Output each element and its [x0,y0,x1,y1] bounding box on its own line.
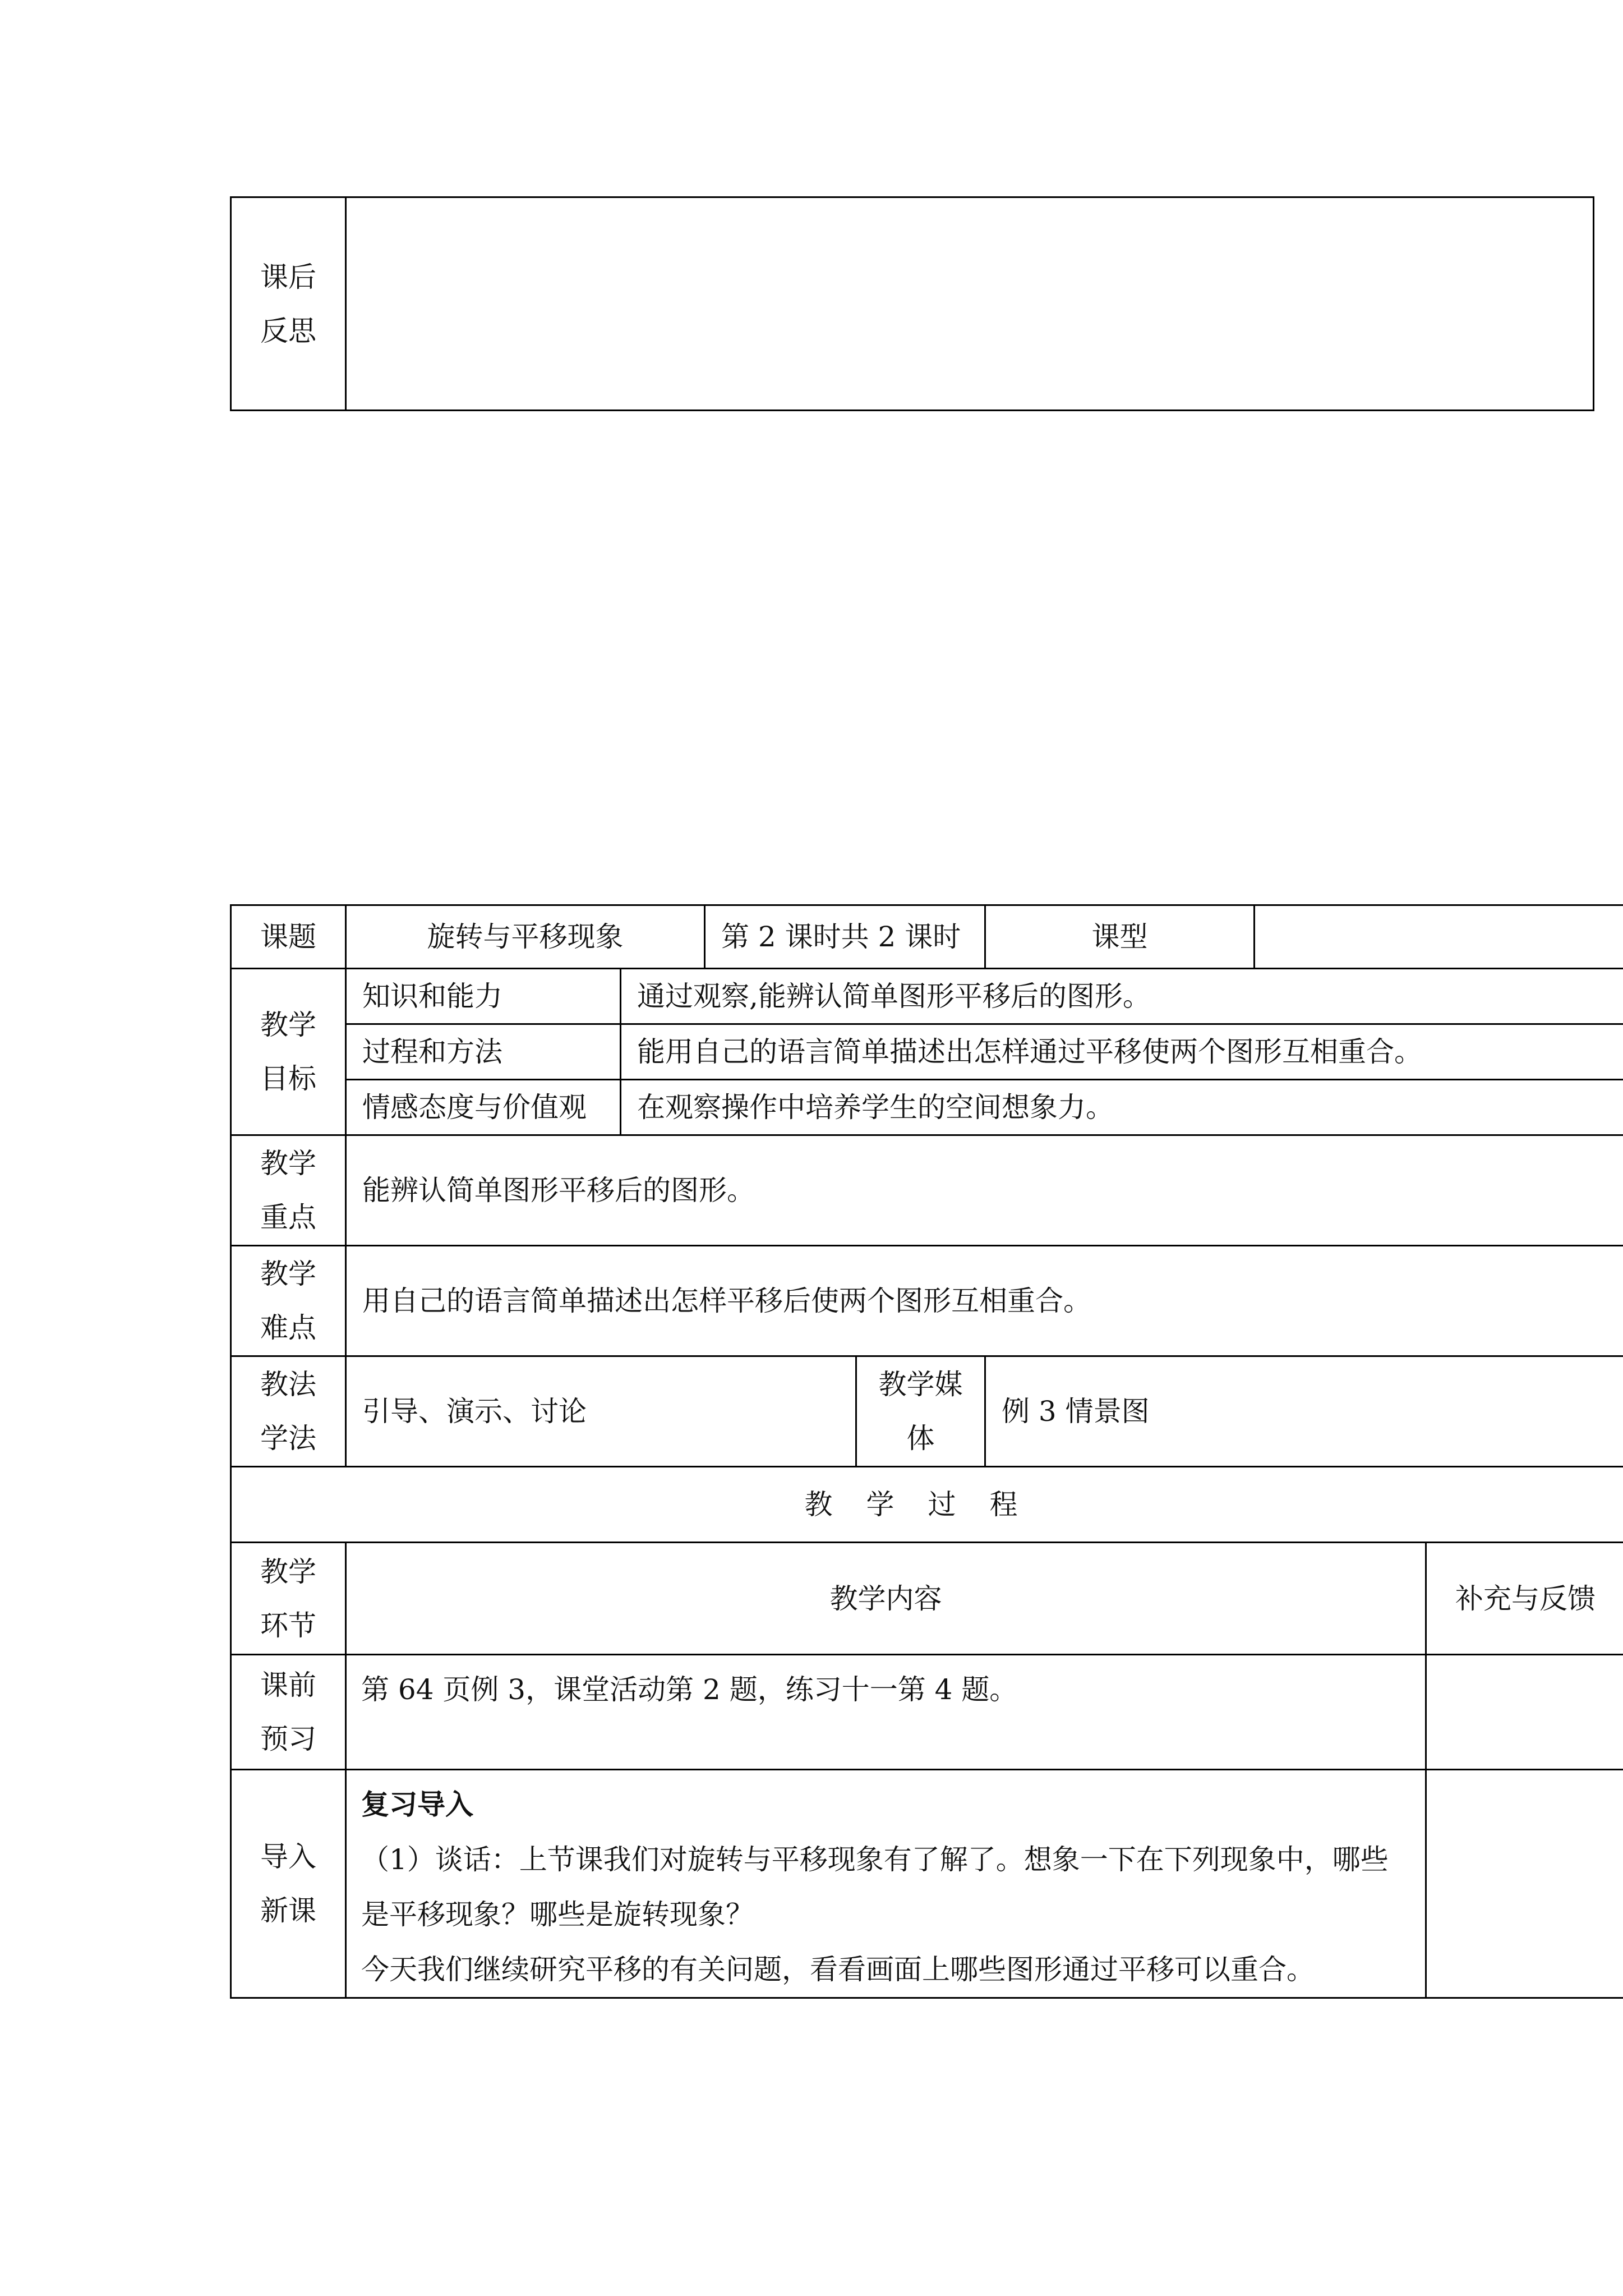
objectives-label-line2: 目标 [260,1062,316,1095]
key-point-label [231,1135,346,1246]
process-title-row [231,1467,1623,1543]
method-label [231,1356,346,1467]
topic-value: 旋转与平移现象 [346,905,705,969]
stage-header [231,1543,346,1655]
type-value [1255,905,1623,969]
difficulty-row [231,1246,1623,1356]
header-row [231,905,1623,969]
intro-feedback [1426,1770,1623,1998]
difficulty-label [231,1246,346,1356]
session-info: 第 2 课时共 2 课时 [705,905,985,969]
media-text: 例 3 情景图 [985,1356,1623,1467]
objectives-label-line1: 教学 [260,1009,316,1041]
intro-line: （1）谈话：上节课我们对旋转与平移现象有了解了。想象一下在下列现象中，哪些 [361,1843,1389,1876]
objective-text: 能用自己的语言简单描述出怎样通过平移使两个图形互相重合。 [621,1024,1623,1080]
preview-label-line2: 预习 [260,1723,316,1755]
objective-name: 过程和方法 [346,1024,621,1080]
difficulty-text: 用自己的语言简单描述出怎样平移后使两个图形互相重合。 [346,1246,1623,1356]
preview-text [346,1655,1426,1770]
intro-label-line2: 新课 [260,1894,316,1927]
intro-line: 今天我们继续研究平移的有关问题，看看画面上哪些图形通过平移可以重合。 [361,1953,1315,1986]
reflection-content [346,197,1594,411]
intro-row [231,1770,1623,1998]
preview-feedback [1426,1655,1623,1770]
lesson-plan-table [230,904,1623,1999]
objective-name: 知识和能力 [346,969,621,1024]
intro-content [346,1770,1426,1998]
key-point-row [231,1135,1623,1246]
intro-label-line1: 导入 [260,1841,316,1873]
media-label-line2: 体 [906,1422,935,1455]
intro-label [231,1770,346,1998]
method-label-line2: 学法 [260,1422,316,1455]
difficulty-label-line2: 难点 [260,1312,316,1344]
intro-heading: 复习导入 [361,1788,473,1821]
reflection-table [230,196,1594,411]
objective-row [231,969,1623,1024]
preview-line: 第 64 页例 3，课堂活动第 2 题，练习十一第 4 题。 [361,1673,1018,1706]
process-title: 教学过程 [231,1467,1623,1543]
method-text: 引导、演示、讨论 [346,1356,856,1467]
process-header-row [231,1543,1623,1655]
reflection-label-line2: 反思 [260,314,316,347]
topic-label: 课题 [231,905,346,969]
key-point-text: 能辨认简单图形平移后的图形。 [346,1135,1623,1246]
media-label [856,1356,985,1467]
stage-header-line1: 教学 [260,1555,316,1588]
feedback-header: 补充与反馈 [1426,1543,1623,1655]
key-point-label-line1: 教学 [260,1147,316,1180]
reflection-label [231,197,346,411]
key-point-label-line2: 重点 [260,1201,316,1234]
reflection-label-line1: 课后 [260,260,316,293]
preview-label-line1: 课前 [260,1669,316,1701]
objective-row [231,1080,1623,1135]
preview-label [231,1655,346,1770]
objective-text: 在观察操作中培养学生的空间想象力。 [621,1080,1623,1135]
method-label-line1: 教法 [260,1368,316,1401]
objective-name: 情感态度与价值观 [346,1080,621,1135]
intro-line: 是平移现象？哪些是旋转现象？ [361,1898,754,1931]
media-label-line1: 教学媒 [878,1368,963,1401]
difficulty-label-line1: 教学 [260,1258,316,1290]
objective-row [231,1024,1623,1080]
content-header: 教学内容 [346,1543,1426,1655]
stage-header-line2: 环节 [260,1609,316,1642]
preview-row [231,1655,1623,1770]
objectives-label [231,969,346,1135]
method-row [231,1356,1623,1467]
objective-text: 通过观察,能辨认简单图形平移后的图形。 [621,969,1623,1024]
type-label: 课型 [985,905,1255,969]
